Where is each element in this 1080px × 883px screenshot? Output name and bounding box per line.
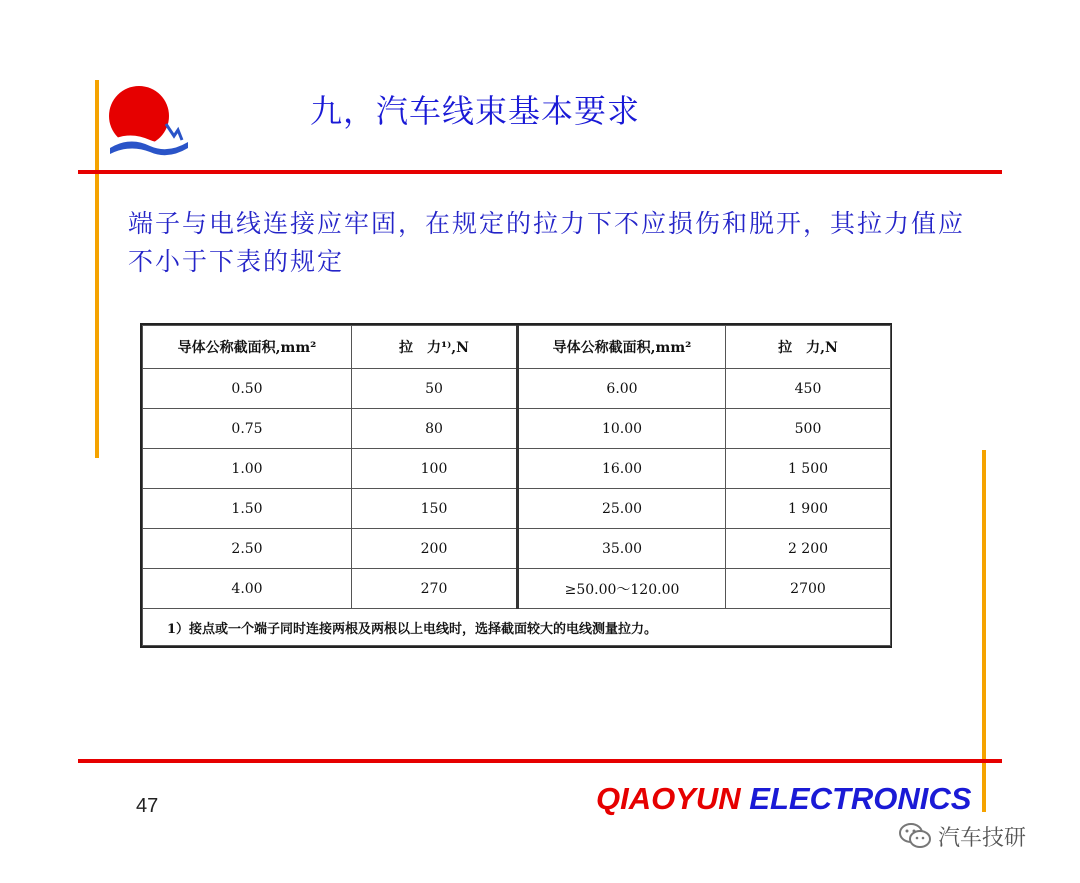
wechat-icon (898, 821, 932, 851)
table-row (143, 489, 891, 529)
sun-over-waves-logo-icon (106, 80, 192, 166)
left-orange-divider (95, 80, 99, 458)
table-cell: 0.75 (143, 409, 352, 449)
table-row (143, 409, 891, 449)
table-cell: 80 (352, 409, 518, 449)
table-row (143, 569, 891, 609)
table-cell: 2 200 (726, 529, 891, 569)
table-row (143, 369, 891, 409)
table-note-row (143, 609, 891, 646)
pull-force-table (140, 323, 892, 648)
table-cell: 150 (352, 489, 518, 529)
table-cell: 10.00 (518, 409, 726, 449)
col-header-area-1: 导体公称截面积,mm² (143, 326, 352, 369)
table-cell: 1 900 (726, 489, 891, 529)
right-orange-divider (982, 450, 986, 812)
table-cell: 6.00 (518, 369, 726, 409)
col-header-area-2: 导体公称截面积,mm² (518, 326, 726, 369)
table-cell: 1.00 (143, 449, 352, 489)
watermark (898, 818, 1026, 854)
table-cell: 100 (352, 449, 518, 489)
table-cell: 1 500 (726, 449, 891, 489)
top-red-divider (78, 170, 1002, 174)
col-header-force-2: 拉 力,N (726, 326, 891, 369)
table-header-row (143, 326, 891, 369)
table-cell: 200 (352, 529, 518, 569)
body-paragraph: 端子与电线连接应牢固，在规定的拉力下不应损伤和脱开，其拉力值应不小于下表的规定 (128, 209, 966, 276)
brand-name-part2: ELECTRONICS (740, 781, 972, 816)
table-cell: 270 (352, 569, 518, 609)
brand-name-part1: QIAOYUN (596, 781, 741, 816)
table-cell: 2.50 (143, 529, 352, 569)
table-cell: 450 (726, 369, 891, 409)
table-row (143, 529, 891, 569)
bottom-red-divider (78, 759, 1002, 763)
table-cell: 35.00 (518, 529, 726, 569)
page-number: 47 (136, 795, 159, 817)
brand-name (596, 781, 971, 817)
table-cell: 500 (726, 409, 891, 449)
table-cell: 25.00 (518, 489, 726, 529)
table-cell: 2700 (726, 569, 891, 609)
table-cell: 1.50 (143, 489, 352, 529)
table-cell: 50 (352, 369, 518, 409)
table-footnote: 1）接点或一个端子同时连接两根及两根以上电线时，选择截面较大的电线测量拉力。 (143, 609, 891, 646)
table-cell: ≥50.00～120.00 (518, 569, 726, 609)
watermark-text: 汽车技研 (938, 825, 1027, 851)
table-cell: 4.00 (143, 569, 352, 609)
table-cell: 16.00 (518, 449, 726, 489)
table-cell: 0.50 (143, 369, 352, 409)
slide-title: 九，汽车线束基本要求 (310, 92, 641, 130)
table-row (143, 449, 891, 489)
col-header-force-1: 拉 力¹⁾,N (352, 326, 518, 369)
